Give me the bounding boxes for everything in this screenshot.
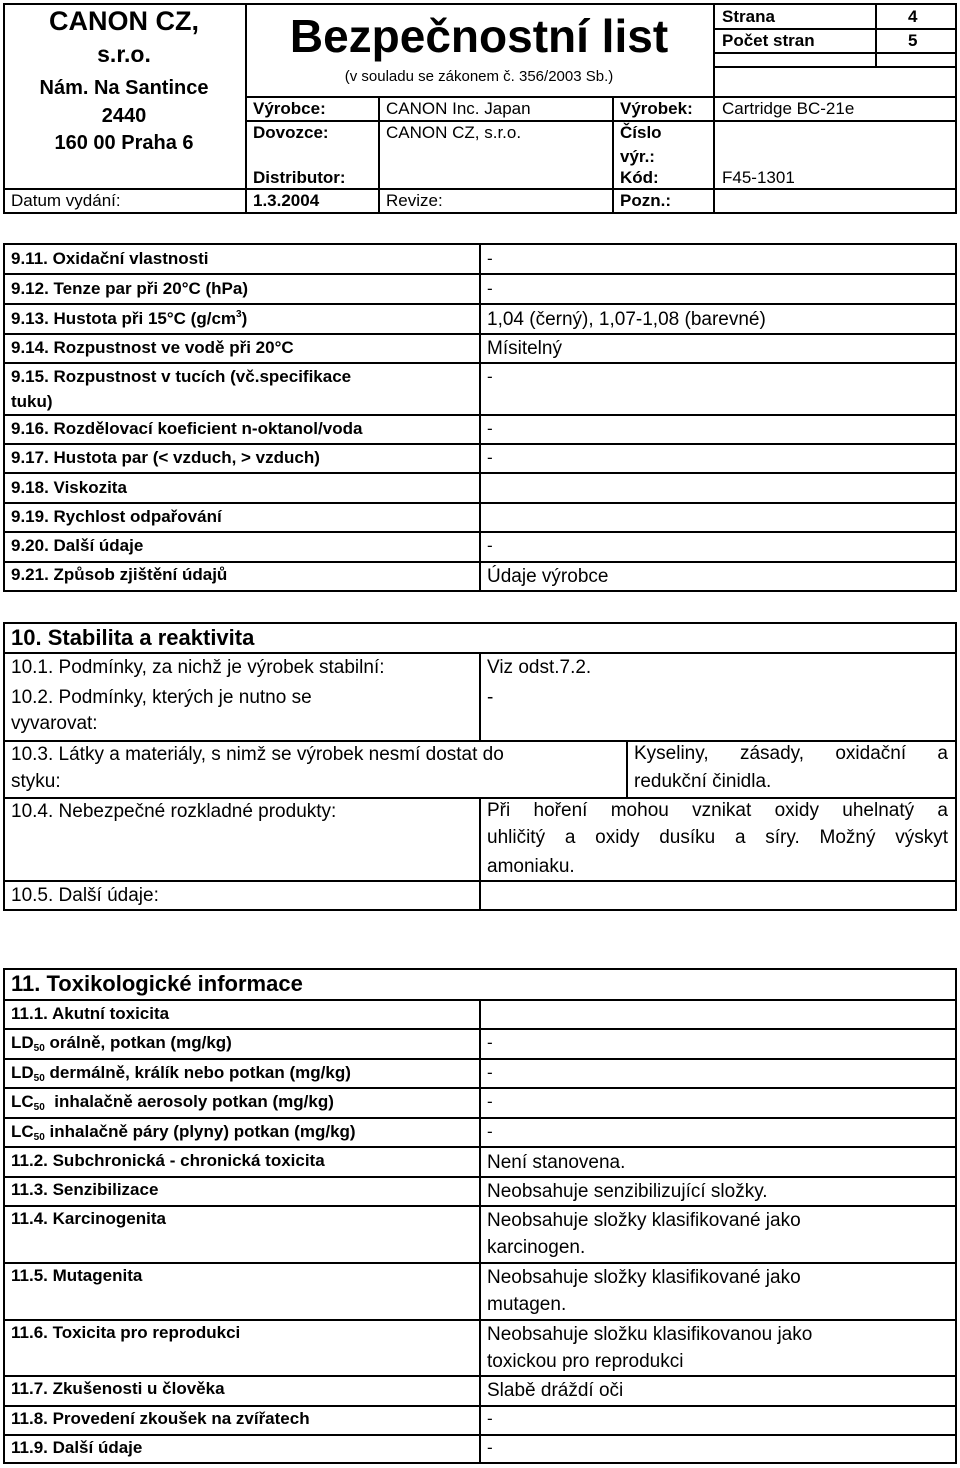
company-form: s.r.o. [97,41,151,67]
vapor-pressure-label: 9.12. Tenze par při 20°C (hPa) [11,279,249,298]
revision-label: Revize: [386,191,443,210]
table-row-divider [3,531,957,533]
vapor-pressure-value: - [487,279,493,298]
ld50-oral-value: - [487,1033,493,1052]
header-divider [713,3,715,214]
density-label: 9.13. Hustota při 15°C $(g/cm^3)$ [11,309,248,328]
reproductive-toxicity-value-2: toxickou pro reprodukci [487,1351,684,1372]
partition-coefficient-label: 9.16. Rozdělovací koeficient n-oktanol/voda [11,419,363,438]
stability-conditions-value: Viz odst.7.2. [487,657,592,678]
chronic-toxicity-label: 11.2. Subchronická - chronická toxicita [11,1151,325,1170]
conditions-to-avoid-value: - [487,687,494,708]
human-experience-value: Slabě dráždí oči [487,1380,624,1401]
decomposition-products-value-2: uhličitý a oxidy dusíku a síry. Možný výskyt [487,827,948,848]
code-value: F45-1301 [722,168,795,187]
importer-label: Dovozce: [253,123,329,142]
vapor-density-label: 9.17. Hustota par (< vzduch, > vzduch) [11,448,320,467]
oxidizing-properties-label: 9.11. Oxidační vlastnosti [11,249,209,268]
fat-solubility-label-2: tuku) [11,392,53,411]
header-divider [875,3,877,67]
table-row-divider [3,362,957,364]
page-label: Strana [722,7,775,26]
lc50-aerosol-label: $LC_{50}$ inhalačně aerosoly potkan (mg/kg) [11,1092,334,1113]
header-divider [612,96,614,214]
mutagenicity-value: Neobsahuje složky klasifikované jako [487,1267,801,1288]
partition-coefficient-value: - [487,419,493,438]
mutagenicity-value-2: mutagen. [487,1294,567,1315]
issue-date-label: Datum vydání: [11,191,121,210]
carcinogenicity-value: Neobsahuje složky klasifikované jako [487,1210,801,1231]
product-number-label-2: výr.: [620,147,655,166]
incompatible-materials-value-2: redukční činidla. [634,771,772,792]
decomposition-products-label: 10.4. Nebezpečné rozkladné produkty: [11,801,337,822]
density-value: 1,04 (černý), 1,07-1,08 (barevné) [487,309,766,330]
incompatible-materials-value: Kyseliny, zásady, oxidační a [634,743,948,764]
carcinogenicity-value-2: karcinogen. [487,1237,586,1258]
table-row-divider [3,443,957,445]
product-number-label: Číslo [620,123,662,142]
table-column-divider [479,999,481,1464]
conditions-to-avoid-label-2: vyvarovat: [11,713,98,734]
section-11-other-label: 11.9. Další údaje [11,1438,143,1457]
acute-toxicity-label: 11.1. Akutní toxicita [11,1004,170,1023]
other-data-label: 9.20. Další údaje [11,536,144,555]
decomposition-products-value-3: amoniaku. [487,856,575,877]
header-divider [245,120,957,122]
data-method-value: Údaje výrobce [487,566,609,587]
issue-date-value: 1.3.2004 [253,191,320,210]
distributor-label: Distributor: [253,168,346,187]
chronic-toxicity-value: Není stanovena. [487,1152,626,1173]
evaporation-rate-label: 9.19. Rychlost odpařování [11,507,222,526]
section-10-other-label: 10.5. Další údaje: [11,885,159,906]
header-divider [378,96,380,214]
incompatible-materials-label: 10.3. Látky a materiály, s nimž se výrobek nesmí dostat do [11,744,504,765]
animal-tests-value: - [487,1409,493,1428]
reproductive-toxicity-value: Neobsahuje složku klasifikovanou jako [487,1324,813,1345]
lc50-aerosol-value: - [487,1092,493,1111]
lc50-vapor-label: $LC_{50}$ inhalačně páry (plyny) potkan (mg/kg) [11,1122,356,1143]
header-divider [713,28,957,30]
animal-tests-label: 11.8. Provedení zkoušek na zvířatech [11,1409,310,1428]
table-column-divider [479,797,481,911]
human-experience-label: 11.7. Zkušenosti u člověka [11,1379,225,1398]
table-row-divider [3,303,957,305]
header-divider [713,66,957,68]
pages-count: 5 [908,31,918,50]
section-10-title: 10. Stabilita a reaktivita [11,625,255,650]
company-name: CANON CZ, [49,6,199,36]
table-row-divider [3,333,957,335]
table-row-divider [3,561,957,563]
carcinogenicity-label: 11.4. Karcinogenita [11,1209,166,1228]
table-row-divider [3,502,957,504]
table-row-divider [3,414,957,416]
header-divider [713,52,957,54]
table-column-divider [479,652,481,740]
column-divider [479,243,481,592]
ld50-oral-label: $LD_{50}$ orálně, potkan (mg/kg) [11,1033,232,1054]
water-solubility-label: 9.14. Rozpustnost ve vodě při 20°C [11,338,294,357]
decomposition-products-value: Při hoření mohou vznikat oxidy uhelnatý a [487,800,948,821]
pages-label: Počet stran [722,31,815,50]
table-column-divider [626,740,628,797]
oxidizing-properties-value: - [487,249,493,268]
code-label: Kód: [620,168,659,187]
ld50-dermal-label: $LD_{50}$ dermálně, králík nebo potkan (mg/kg) [11,1063,351,1084]
conditions-to-avoid-label: 10.2. Podmínky, kterých je nutno se [11,687,312,708]
manufacturer-value: CANON Inc. Japan [386,99,531,118]
viscosity-label: 9.18. Viskozita [11,478,127,497]
table-row-divider [3,273,957,275]
mutagenicity-label: 11.5. Mutagenita [11,1266,143,1285]
lc50-vapor-value: - [487,1122,493,1141]
data-method-label: 9.21. Způsob zjištění údajů [11,565,228,584]
company-number: 2440 [101,105,147,127]
section-11-other-value: - [487,1438,493,1457]
ld50-dermal-value: - [487,1063,493,1082]
company-street: Nám. Na Santince [39,77,209,99]
company-city: 160 00 Praha 6 [54,132,194,154]
page-title: Bezpečnostní list [289,10,669,62]
note-label: Pozn.: [620,191,671,210]
sensitization-value: Neobsahuje senzibilizující složky. [487,1181,768,1202]
vapor-density-value: - [487,448,493,467]
header-divider [245,96,957,98]
incompatible-materials-label-2: styku: [11,771,61,792]
table-row-divider [3,472,957,474]
sensitization-label: 11.3. Senzibilizace [11,1180,159,1199]
manufacturer-label: Výrobce: [253,99,326,118]
water-solubility-value: Mísitelný [487,338,562,359]
reproductive-toxicity-label: 11.6. Toxicita pro reprodukci [11,1323,241,1342]
stability-conditions-label: 10.1. Podmínky, za nichž je výrobek stabilní: [11,657,385,678]
fat-solubility-value: - [487,367,493,386]
header-divider [3,188,957,190]
other-data-value: - [487,536,493,555]
page-subtitle: (v souladu se zákonem č. 356/2003 Sb.) [344,68,614,85]
fat-solubility-label: 9.15. Rozpustnost v tucích (vč.specifikace [11,367,352,386]
section-11-title: 11. Toxikologické informace [11,971,303,996]
importer-value: CANON CZ, s.r.o. [386,123,522,142]
page-number: 4 [908,7,918,26]
product-label: Výrobek: [620,99,693,118]
product-value: Cartridge BC-21e [722,99,855,118]
